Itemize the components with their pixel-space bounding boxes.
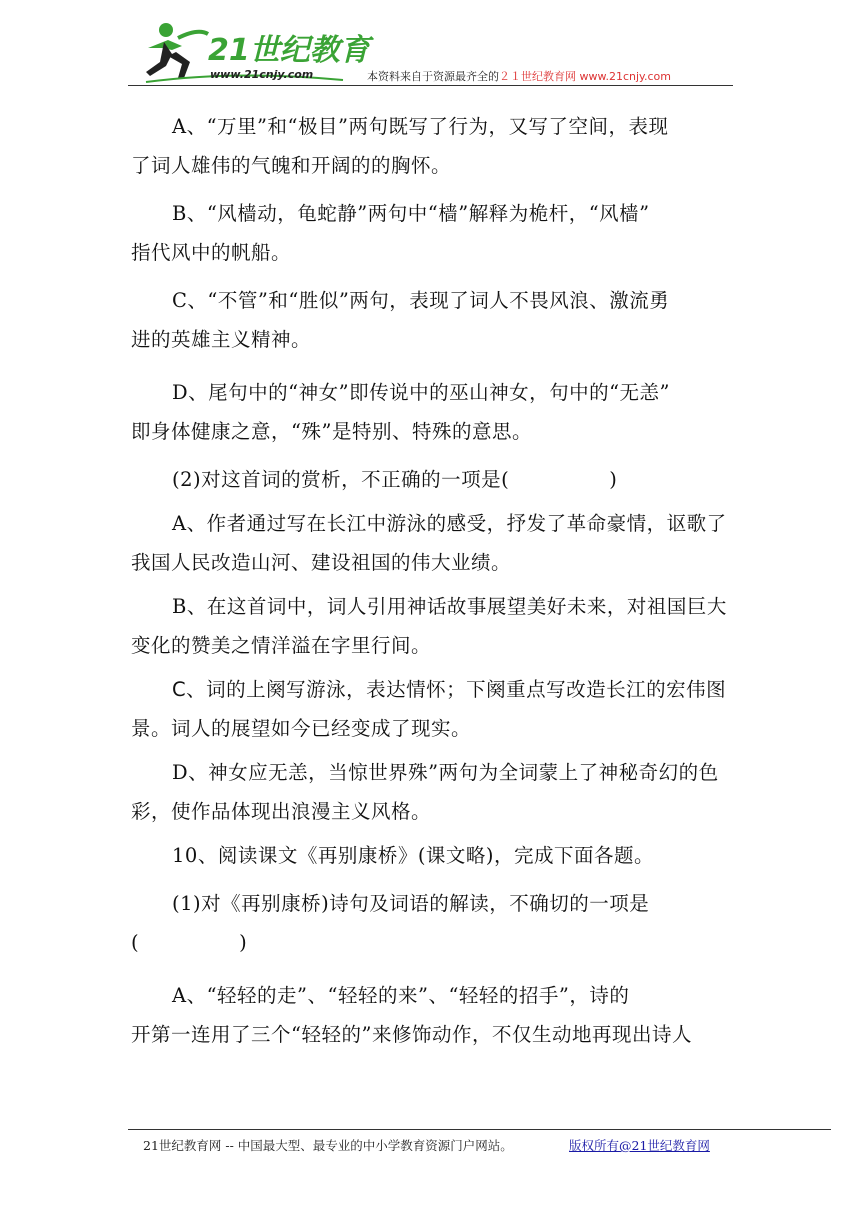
text-line: 进的英雄主义精神。 — [131, 328, 312, 351]
text-line: 我国人民改造山河、建设祖国的伟大业绩。 — [131, 551, 512, 574]
page-header — [130, 18, 733, 88]
q2-option-a-paragraph — [131, 504, 731, 582]
option-a-paragraph — [131, 107, 731, 185]
text-line: 开第一连用了三个“轻轻的”来修饰动作，不仅生动地再现出诗人 — [131, 1023, 692, 1046]
running-figure-icon — [146, 23, 208, 78]
text-line: 了词人雄伟的气魄和开阔的的胸怀。 — [131, 154, 452, 177]
svg-text:www.21cnjy.com: www.21cnjy.com — [210, 68, 314, 81]
text-line: C、“不管”和“胜似”两句，表现了词人不畏风浪、激流勇 — [172, 289, 670, 312]
q10-option-a-paragraph — [131, 976, 731, 1054]
text-line: 景。词人的展望如今已经变成了现实。 — [131, 717, 472, 740]
question-2 — [131, 460, 731, 499]
text-line: 指代风中的帆船。 — [131, 241, 292, 264]
text-line: D、尾句中的“神女”即传说中的巫山神女，句中的“无恙” — [172, 381, 671, 404]
document-body — [131, 107, 731, 1054]
header-source-url[interactable]: www.21cnjy.com — [579, 70, 671, 83]
option-letter: C — [172, 678, 187, 701]
text-line: ) — [239, 931, 248, 954]
text-line: A、“轻轻的走”、“轻轻的来”、“轻轻的招手”，诗的 — [172, 984, 630, 1007]
text-line: ) — [609, 468, 618, 491]
text-line: 10、阅读课文《再别康桥》(课文略)，完成下面各题。 — [172, 844, 655, 867]
question-10-1 — [131, 884, 731, 962]
header-source — [367, 68, 671, 84]
text-line: D、神女应无恙，当惊世界殊”两句为全词蒙上了神秘奇幻的色 — [172, 761, 719, 784]
page-footer — [143, 1136, 710, 1154]
text-line: B、在这首词中，词人引用神话故事展望美好未来，对祖国巨大 — [172, 595, 727, 618]
footer-site-description: 21世纪教育网 -- 中国最大型、最专业的中小学教育资源门户网站。 — [143, 1138, 513, 1153]
site-logo — [138, 20, 370, 84]
copyright-link[interactable]: 版权所有@21世纪教育网 — [569, 1138, 710, 1153]
option-b-paragraph — [131, 194, 731, 272]
text-line: 彩，使作品体现出浪漫主义风格。 — [131, 800, 432, 823]
q2-option-b-paragraph — [131, 587, 731, 665]
text-line: 、词的上阕写游泳，表达情怀；下阕重点写改造长江的宏伟图 — [186, 678, 727, 701]
option-d-paragraph — [131, 373, 731, 451]
q2-option-c-paragraph — [131, 670, 731, 748]
q2-option-d-paragraph — [131, 753, 731, 831]
text-line: 即身体健康之意，“殊”是特别、特殊的意思。 — [131, 420, 532, 443]
question-10 — [131, 836, 731, 875]
text-line: A、“万里”和“极目”两句既写了行为，又写了空间，表现 — [172, 115, 669, 138]
header-divider — [128, 85, 733, 86]
text-line: 变化的赞美之情洋溢在字里行间。 — [131, 634, 432, 657]
text-line: ( — [131, 931, 140, 954]
svg-text:21世纪教育: 21世纪教育 — [208, 33, 370, 68]
text-line: (2)对这首词的赏析，不正确的一项是( — [172, 468, 510, 491]
footer-divider — [128, 1129, 831, 1130]
header-source-site[interactable]: ２１世纪教育网 — [499, 70, 576, 83]
header-source-prefix: 本资料来自于资源最齐全的 — [367, 70, 499, 83]
text-line: (1)对《再别康桥)诗句及词语的解读，不确切的一项是 — [172, 892, 650, 915]
text-line: A、作者通过写在长江中游泳的感受，抒发了革命豪情，讴歌了 — [172, 512, 727, 535]
text-line: B、“风樯动，龟蛇静”两句中“樯”解释为桅杆，“风樯” — [172, 202, 650, 225]
option-c-paragraph — [131, 281, 731, 359]
